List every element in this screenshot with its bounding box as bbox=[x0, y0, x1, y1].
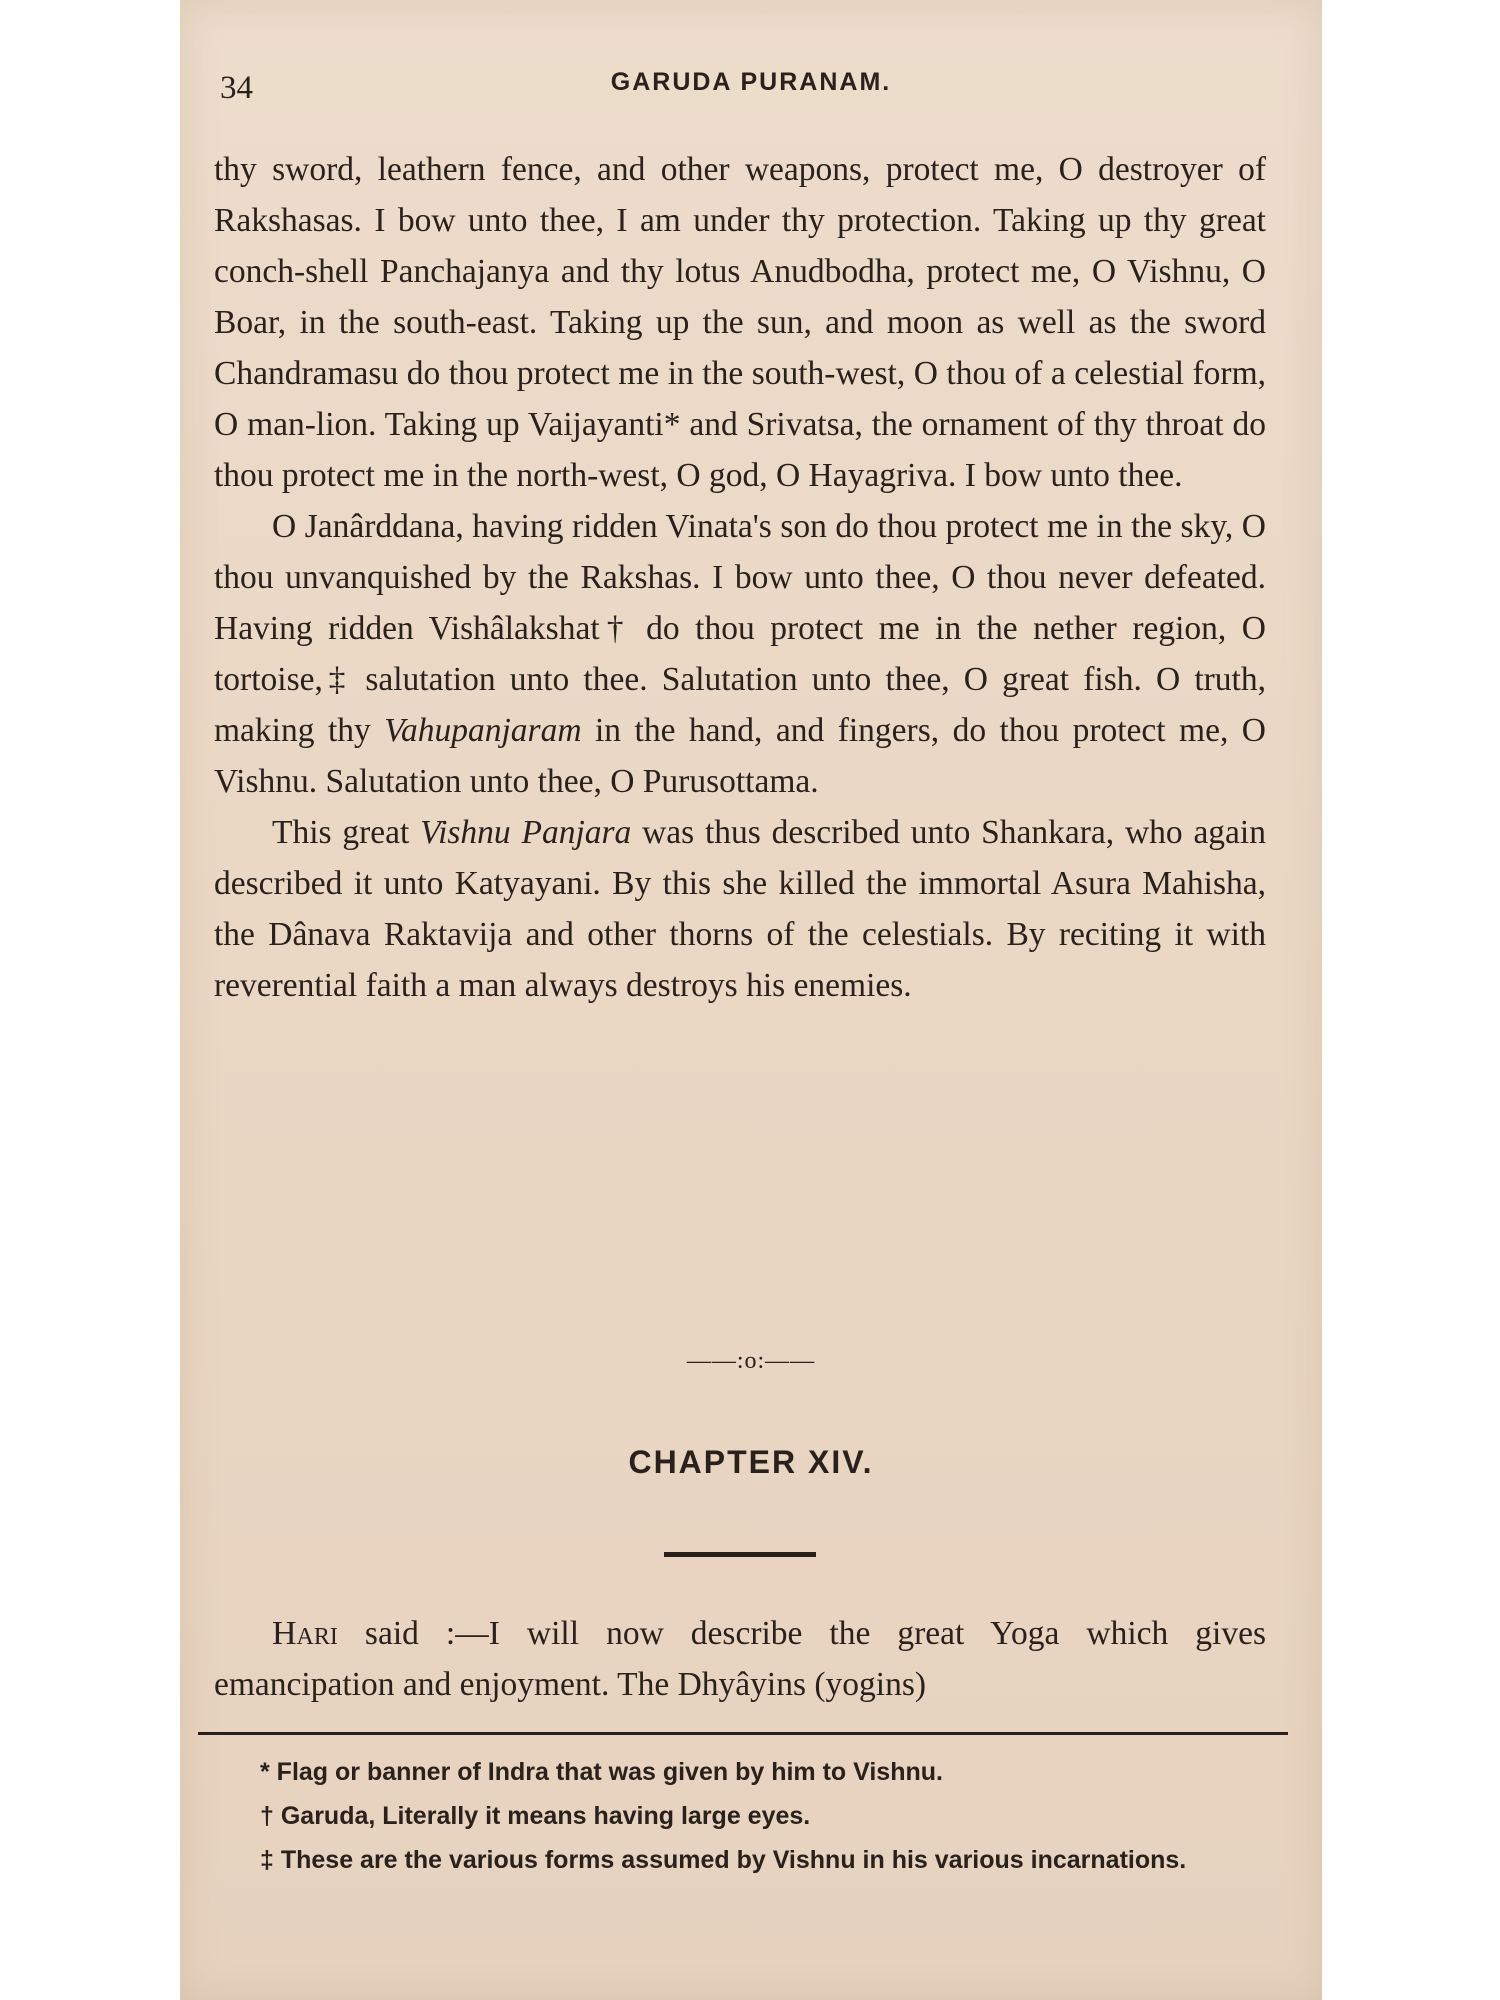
book-page bbox=[180, 0, 1322, 2000]
footnote-3: ‡ These are the various forms assumed by Vishnu in his various incarnations. bbox=[260, 1846, 1187, 1874]
footnotes bbox=[210, 1750, 1270, 1882]
footnote-2: † Garuda, Literally it means having large eyes. bbox=[260, 1802, 811, 1830]
paragraph-2-text-a: O Janârddana, having ridden Vinata's son do thou protect me in the sky, O thou unvanquished by the Rakshas. I bow unto thee, O thou never defeated. Having ridden Vishâlakshat† do thou protect me in the nether region, O tortoise,‡ salutation unto thee. Salutation unto thee, O great fish. O truth, making thy bbox=[214, 508, 1266, 749]
footnote-rule bbox=[198, 1732, 1288, 1735]
paragraph-2 bbox=[214, 501, 1266, 807]
chapter-heading: CHAPTER XIV. bbox=[628, 1444, 874, 1480]
body-text bbox=[214, 144, 1266, 1011]
paragraph-3-italic: Vishnu Panjara bbox=[420, 814, 632, 851]
paragraph-3-text-b: was thus described unto Shankara, who again described it unto Katyayani. By this she killed the immortal Asura Mahisha, the Dânava Raktavija and other thorns of the celestials. By reciting it with reverential faith a man always destroys his enemies. bbox=[214, 814, 1266, 1004]
paragraph-2-text-b: in the hand, and fingers, do thou protect me, O Vishnu. Salutation unto thee, O Purusottama. bbox=[214, 712, 1266, 800]
speaker-name: Hari bbox=[272, 1615, 338, 1652]
footnote-1: * Flag or banner of Indra that was given by him to Vishnu. bbox=[260, 1758, 943, 1786]
chapter-paragraph-text: said :—I will now describe the great Yoga which gives emancipation and enjoyment. The Dhyâyins (yogins) bbox=[214, 1615, 1266, 1703]
paragraph-1: thy sword, leathern fence, and other weapons, protect me, O destroyer of Rakshasas. I bow unto thee, I am under thy protection. Taking up thy great conch-shell Panchajanya and thy lotus Anudbodha, protect me, O Vishnu, O Boar, in the south-east. Taking up the sun, and moon as well as the sword Chandramasu do thou protect me in the south-west, O thou of a celestial form, O man-lion. Taking up Vaijayanti* and Srivatsa, the ornament of thy throat do thou protect me in the north-west, O god, O Hayagriva. I bow unto thee. bbox=[214, 151, 1266, 494]
page-number: 34 bbox=[220, 70, 253, 106]
chapter-paragraph bbox=[214, 1608, 1266, 1710]
section-ornament: ——:o:—— bbox=[686, 1348, 816, 1374]
paragraph-2-italic: Vahupanjaram bbox=[384, 712, 582, 749]
running-title: GARUDA PURANAM. bbox=[610, 68, 892, 96]
paragraph-3 bbox=[214, 807, 1266, 1011]
paragraph-3-text-a: This great bbox=[272, 814, 421, 851]
page-header bbox=[220, 62, 1282, 112]
chapter-rule bbox=[664, 1552, 816, 1557]
